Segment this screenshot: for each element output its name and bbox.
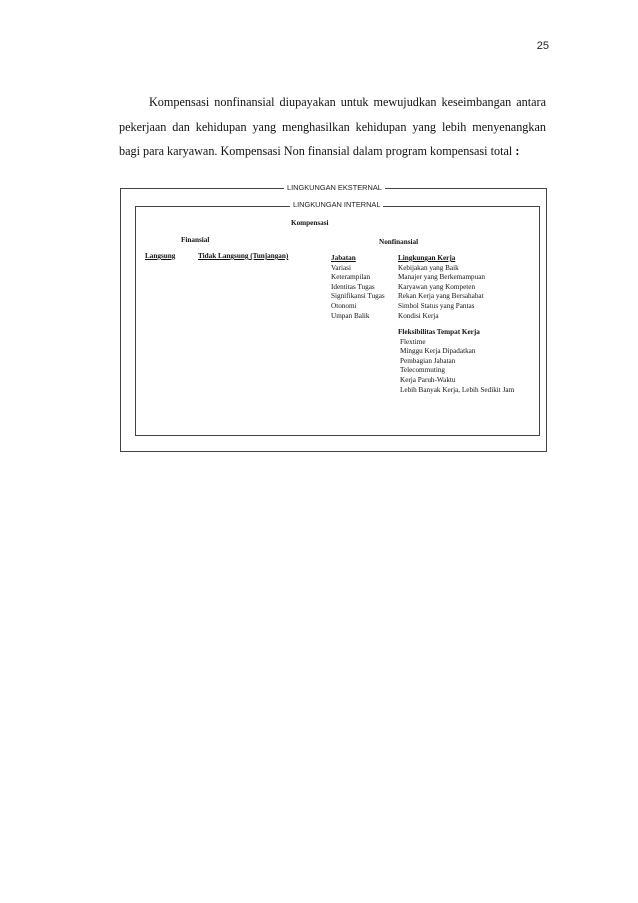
- compensation-diagram: [120, 183, 547, 452]
- indirect-financial-label: Tidak Langsung (Tunjangan): [198, 252, 289, 260]
- work-environment-heading: Lingkungan Kerja: [398, 254, 456, 262]
- list-item: Rekan Kerja yang Bersahabat: [398, 292, 484, 301]
- job-heading: Jabatan: [331, 254, 356, 262]
- list-item: Kebijakan yang Baik: [398, 263, 459, 272]
- external-environment-label: LINGKUNGAN EKSTERNAL: [284, 183, 385, 192]
- financial-heading: Finansial: [181, 236, 210, 244]
- direct-financial-label: Langsung: [145, 252, 176, 260]
- list-item: Keterampilan: [331, 273, 371, 282]
- job-column: [331, 254, 385, 321]
- list-item: Variasi: [331, 263, 351, 272]
- list-item: Manajer yang Berkemampuan: [398, 273, 486, 282]
- list-item: Identitas Tugas: [331, 282, 375, 291]
- work-environment-column: [398, 254, 485, 321]
- list-item: Otonomi: [331, 301, 357, 310]
- list-item: Kerja Paruh-Waktu: [400, 375, 456, 384]
- paragraph-colon: :: [512, 144, 520, 158]
- list-item: Karyawan yang Kompeten: [398, 282, 476, 291]
- paragraph-text: Kompensasi nonfinansial diupayakan untuk mewujudkan keseimbangan antara pekerjaan dan kehidupan yang menghasilkan kehidupan yang lebih menyenangkan bagi para karyawan. Kompensasi Non finansial dalam program kompensasi total: [119, 95, 546, 158]
- list-item: Pembagian Jabatan: [400, 356, 456, 365]
- list-item: Telecommuting: [400, 366, 446, 375]
- list-item: Flextime: [400, 337, 426, 346]
- list-item: Signifikansi Tugas: [331, 292, 385, 301]
- list-item: Umpan Balik: [331, 311, 370, 320]
- compensation-title: Kompensasi: [291, 219, 329, 227]
- list-item: Kondisi Kerja: [398, 311, 439, 320]
- body-paragraph: [119, 90, 546, 164]
- internal-environment-box: [135, 200, 540, 436]
- list-item: Simbol Status yang Pantas: [398, 301, 475, 310]
- list-item: Minggu Kerja Dipadatkan: [400, 347, 476, 356]
- page-number: 25: [536, 40, 549, 52]
- internal-environment-label: LINGKUNGAN INTERNAL: [290, 200, 383, 209]
- nonfinancial-heading: Nonfinansial: [379, 238, 419, 246]
- workplace-flexibility-column: [398, 328, 514, 395]
- list-item: Lebih Banyak Kerja, Lebih Sedikit Jam: [400, 385, 515, 394]
- workplace-flexibility-heading: Fleksibilitas Tempat Kerja: [398, 328, 480, 336]
